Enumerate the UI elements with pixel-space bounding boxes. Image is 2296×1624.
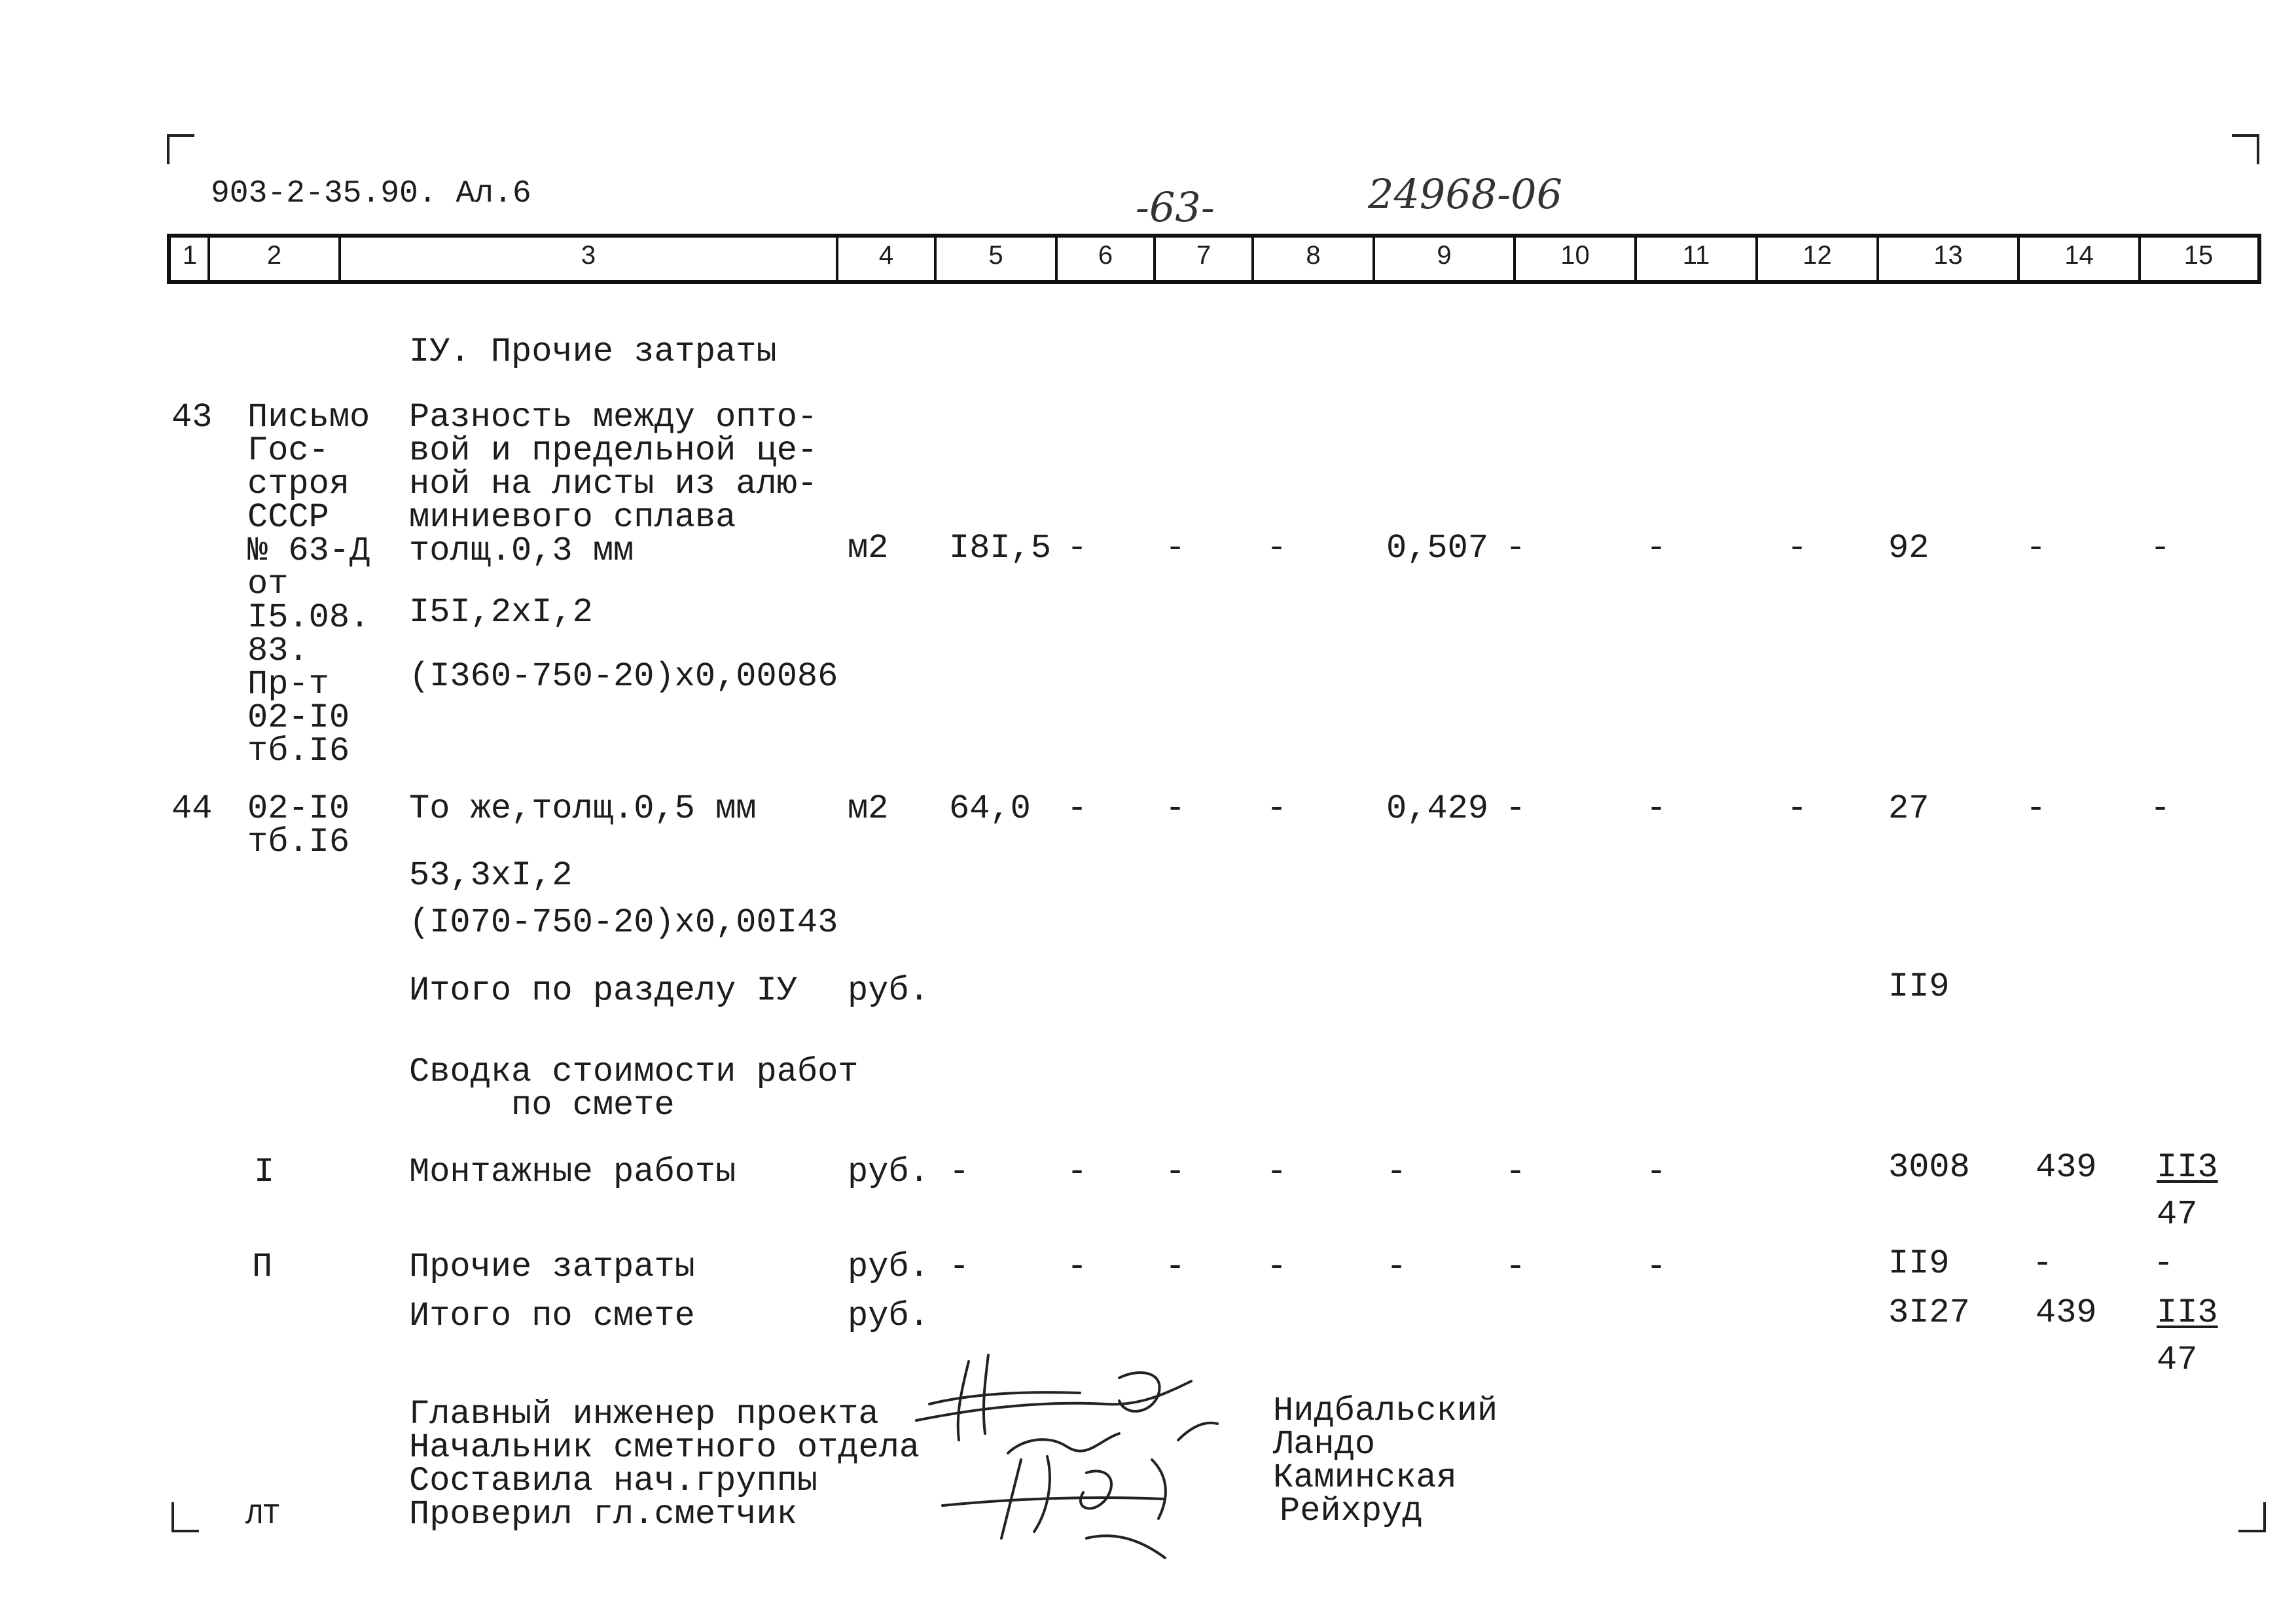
item-col14: - bbox=[2026, 529, 2047, 568]
summary-row-col14: - bbox=[2032, 1244, 2053, 1283]
item-unit: м2 bbox=[848, 529, 889, 568]
summary-dash: - bbox=[1386, 1153, 1407, 1191]
item-col15: - bbox=[2150, 529, 2171, 568]
summary-dash: - bbox=[1646, 1248, 1667, 1286]
estimate-total-label: Итого по смете bbox=[409, 1297, 695, 1335]
summary-dash: - bbox=[1266, 1153, 1287, 1191]
column-number: 14 bbox=[2064, 241, 2094, 270]
column-number: 10 bbox=[1560, 241, 1590, 270]
signature-role: Главный инженер проекта bbox=[409, 1395, 879, 1434]
item-col9: 0,429 bbox=[1386, 789, 1489, 828]
summary-dash: - bbox=[1165, 1248, 1186, 1286]
column-number: 13 bbox=[1933, 241, 1963, 270]
column-number: 11 bbox=[1682, 241, 1710, 270]
column-number: 8 bbox=[1306, 241, 1321, 270]
summary-row-col15-top: II3 bbox=[2157, 1148, 2218, 1187]
column-number: 5 bbox=[988, 241, 1003, 270]
item-description: То же,толщ.0,5 мм bbox=[409, 789, 757, 828]
column-number: 2 bbox=[266, 241, 282, 270]
item-number: 44 bbox=[171, 789, 213, 828]
item-col8: - bbox=[1266, 529, 1287, 568]
summary-dash: - bbox=[1067, 1248, 1088, 1286]
signature-name: Каминская bbox=[1273, 1458, 1457, 1497]
column-number: 3 bbox=[581, 241, 596, 270]
summary-dash: - bbox=[1505, 1248, 1526, 1286]
estimate-total-col13: 3I27 bbox=[1888, 1293, 1970, 1332]
summary-dash: - bbox=[949, 1153, 970, 1191]
footer-mark: ЛТ bbox=[245, 1500, 280, 1532]
crop-mark-top-left bbox=[167, 134, 194, 164]
signature-role: Составила нач.группы bbox=[409, 1462, 818, 1500]
document-code: 903-2-35.90. Ал.6 bbox=[211, 176, 531, 211]
signature-name: Ландо bbox=[1273, 1425, 1376, 1464]
item-col11: - bbox=[1646, 789, 1667, 828]
summary-row-label: Прочие затраты bbox=[409, 1248, 695, 1286]
summary-row-col15-bottom: 47 bbox=[2157, 1195, 2198, 1234]
summary-row-label: Монтажные работы bbox=[409, 1153, 736, 1191]
signature-role: Проверил гл.сметчик bbox=[409, 1495, 797, 1534]
item-calculation: (I360-750-20)x0,00086 bbox=[409, 657, 838, 696]
summary-dash: - bbox=[1165, 1153, 1186, 1191]
summary-row-unit: руб. bbox=[848, 1153, 929, 1191]
item-col8: - bbox=[1266, 789, 1287, 828]
item-col15: - bbox=[2150, 789, 2171, 828]
item-basis: 02-I0 тб.I6 bbox=[247, 789, 350, 861]
summary-dash: - bbox=[949, 1248, 970, 1286]
crop-mark-bottom-left bbox=[171, 1502, 199, 1532]
item-col9: 0,507 bbox=[1386, 529, 1489, 568]
item-calculation: 53,3xI,2 bbox=[409, 856, 573, 895]
item-description: Разность между опто- вой и предельной це- ной на листы из алю- миниевого сплава толщ.0,3 мм bbox=[409, 398, 818, 570]
crop-mark-bottom-right bbox=[2238, 1502, 2266, 1532]
summary-dash: - bbox=[1067, 1153, 1088, 1191]
section-total-value: II9 bbox=[1888, 967, 1950, 1006]
item-basis: Письмо Гос- строя СССР № 63-Д от I5.08. 83. Пр-т 02-I0 тб.I6 bbox=[247, 398, 370, 770]
item-col11: - bbox=[1646, 529, 1667, 568]
item-col6: - bbox=[1067, 529, 1088, 568]
item-calculation: I5I,2xI,2 bbox=[409, 593, 593, 632]
estimate-total-col14: 439 bbox=[2036, 1293, 2097, 1332]
summary-row-col14: 439 bbox=[2036, 1148, 2097, 1187]
summary-row-unit: руб. bbox=[848, 1248, 929, 1286]
section-title: IУ. Прочие затраты bbox=[409, 333, 777, 371]
signature-role: Начальник сметного отдела bbox=[409, 1428, 920, 1467]
estimate-total-col15-bottom: 47 bbox=[2157, 1341, 2198, 1379]
item-col12: - bbox=[1787, 529, 1808, 568]
summary-row-number: П bbox=[252, 1248, 273, 1286]
item-col10: - bbox=[1505, 529, 1526, 568]
item-calculation: (I070-750-20)x0,00I43 bbox=[409, 903, 838, 942]
estimate-total-col15-top: II3 bbox=[2157, 1293, 2218, 1332]
summary-dash: - bbox=[1266, 1248, 1287, 1286]
signature-name: Нидбальский bbox=[1273, 1392, 1498, 1430]
column-number: 12 bbox=[1803, 241, 1832, 270]
item-col14: - bbox=[2026, 789, 2047, 828]
section-total-unit: руб. bbox=[848, 971, 929, 1010]
handwritten-signatures bbox=[890, 1342, 1270, 1564]
summary-dash: - bbox=[1505, 1153, 1526, 1191]
column-number: 15 bbox=[2183, 241, 2214, 270]
item-unit: м2 bbox=[848, 789, 889, 828]
summary-row-col13: II9 bbox=[1888, 1244, 1950, 1283]
summary-dash: - bbox=[1646, 1153, 1667, 1191]
item-col6: - bbox=[1067, 789, 1088, 828]
summary-dash: - bbox=[1386, 1248, 1407, 1286]
archive-number: 24968-06 bbox=[1368, 170, 1563, 218]
summary-row-col13: 3008 bbox=[1888, 1148, 1970, 1187]
item-col12: - bbox=[1787, 789, 1808, 828]
item-col13: 27 bbox=[1888, 789, 1929, 828]
item-quantity: 64,0 bbox=[949, 789, 1031, 828]
item-col10: - bbox=[1505, 789, 1526, 828]
summary-row-col15: - bbox=[2153, 1244, 2174, 1283]
item-col13: 92 bbox=[1888, 529, 1929, 568]
item-col7: - bbox=[1165, 529, 1186, 568]
summary-row-number: I bbox=[254, 1153, 275, 1191]
column-number: 6 bbox=[1098, 241, 1113, 270]
item-quantity: I8I,5 bbox=[949, 529, 1052, 568]
column-number: 4 bbox=[878, 241, 894, 270]
summary-title: Сводка стоимости работ по смете bbox=[409, 1053, 859, 1125]
page-number: -63- bbox=[1136, 183, 1215, 231]
column-number: 1 bbox=[182, 241, 198, 270]
item-number: 43 bbox=[171, 398, 213, 437]
column-number: 9 bbox=[1437, 241, 1452, 270]
crop-mark-top-right bbox=[2232, 134, 2259, 164]
section-total-label: Итого по разделу IУ bbox=[409, 971, 797, 1010]
column-number: 7 bbox=[1196, 241, 1211, 270]
item-col7: - bbox=[1165, 789, 1186, 828]
estimate-total-unit: руб. bbox=[848, 1297, 929, 1335]
signature-name: Рейхруд bbox=[1280, 1492, 1423, 1530]
